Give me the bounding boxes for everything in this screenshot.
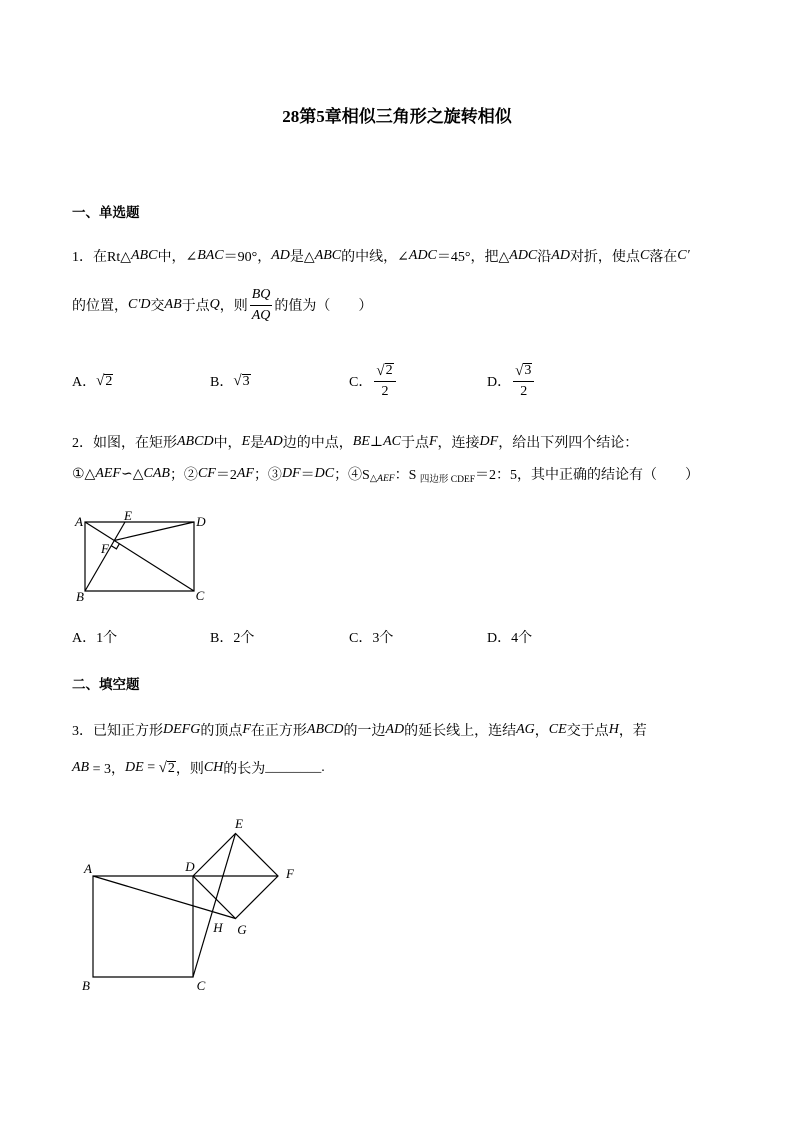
q3-figure-squares	[70, 810, 305, 996]
text-run: 是△	[289, 250, 315, 265]
option-label: C．	[349, 375, 373, 390]
text-run: 1．在Rt△	[72, 250, 131, 265]
q1-line-2	[72, 283, 372, 327]
text-run: ＝2	[215, 468, 237, 483]
math-run: ABC	[314, 248, 342, 263]
text-run: 落在	[649, 250, 678, 265]
math-run: ADC	[408, 248, 437, 263]
math-run: DC	[314, 466, 335, 481]
point-label-g: G	[237, 922, 247, 937]
text-run: 是	[250, 436, 265, 451]
math-run: ADC	[509, 248, 538, 263]
math-run: DEFG	[163, 722, 201, 737]
math-run: AD	[551, 248, 570, 263]
section-heading-single-choice: 一、单选题	[72, 205, 140, 220]
text-run: 沿	[537, 250, 552, 265]
text-run: ＝2：5，其中正确的结论有（ ）	[475, 468, 700, 483]
math-run: DE	[125, 760, 144, 775]
option-label: D．	[487, 375, 512, 390]
point-label-b: B	[82, 978, 90, 993]
math-run: F	[242, 722, 251, 737]
text-run: ：S	[394, 468, 420, 483]
point-label-e: E	[124, 508, 132, 523]
q2-line-1	[72, 432, 638, 452]
text-run: 的位置，	[72, 299, 128, 314]
q2-line-2	[72, 464, 699, 484]
text-run: ；②	[169, 468, 198, 483]
radicand: 3	[242, 373, 250, 389]
point-label-a: A	[75, 514, 83, 529]
radicand: 2	[105, 373, 113, 389]
q1-option-b	[210, 359, 251, 403]
math-run: AD	[264, 434, 283, 449]
math-run: BAC	[197, 248, 224, 263]
q2-option-b	[210, 627, 254, 647]
segment-ac	[85, 522, 194, 591]
area-subscript-cdef: 四边形 CDEF	[419, 475, 476, 485]
math-run: DF	[479, 434, 499, 449]
math-run: AF	[236, 466, 254, 481]
radical-sign: √	[376, 362, 385, 379]
point-label-b: B	[76, 589, 84, 604]
math-run: C	[639, 248, 650, 263]
fraction-numerator	[513, 362, 534, 382]
text-run: ＝90°，	[223, 250, 272, 265]
text-run: ，则	[175, 762, 204, 777]
math-run: BE	[352, 434, 370, 449]
text-run: =	[143, 760, 159, 775]
text-run: 的一边	[343, 724, 386, 739]
text-run: ＝	[300, 468, 315, 483]
text-run: 边的中点，	[282, 436, 353, 451]
text-run: ，若	[618, 724, 647, 739]
math-run: ABCD	[177, 434, 214, 449]
math-run: H	[608, 722, 619, 737]
point-label-f: F	[101, 541, 109, 556]
q1-option-c	[349, 359, 398, 403]
option-label: A．	[72, 375, 97, 390]
segment-df	[114, 522, 194, 541]
fraction-numerator	[374, 362, 395, 382]
q2-figure-rectangle	[70, 505, 215, 607]
page-title: 28第5章相似三角形之旋转相似	[282, 107, 512, 126]
option-text: A．1个	[72, 631, 118, 646]
option-label: B．	[210, 375, 234, 390]
text-run: ＝45°，把△	[436, 250, 510, 265]
option-fraction	[374, 362, 395, 401]
text-run: ∽△	[120, 466, 144, 482]
q1-option-d	[487, 359, 536, 403]
text-run: 的顶点	[200, 724, 243, 739]
option-fraction	[513, 362, 534, 401]
section-heading-fill-in: 二、填空题	[72, 677, 140, 692]
point-label-d: D	[196, 514, 206, 529]
fraction-bq-over-aq	[250, 286, 273, 325]
text-run: 对折，使点	[569, 250, 640, 265]
text-run: = 3，	[89, 762, 126, 777]
point-label-c: C	[196, 978, 206, 993]
text-run: ，给出下列四个结论：	[498, 436, 639, 451]
fraction-denominator: AQ	[251, 307, 271, 323]
text-run: 的长为	[223, 762, 266, 777]
text-run: 于点	[400, 436, 429, 451]
q1-line-1	[72, 246, 690, 266]
text-run: ，	[534, 724, 549, 739]
text-run: 的延长线上，连结	[404, 724, 517, 739]
math-run: ABC	[131, 248, 158, 263]
text-run: 3．已知正方形	[72, 724, 163, 739]
fraction-numerator: BQ	[250, 286, 273, 306]
q2-option-a	[72, 627, 117, 647]
math-run: CE	[548, 722, 567, 737]
text-run: 中，∠	[157, 250, 198, 265]
radical-sign: √	[515, 362, 524, 379]
text-run: 交于点	[566, 724, 609, 739]
option-text: C．3个	[349, 631, 394, 646]
text-run: ，连接	[437, 436, 480, 451]
text-run: 的中线，∠	[341, 250, 409, 265]
fraction-denominator: 2	[381, 383, 389, 399]
q1-option-a	[72, 359, 113, 403]
text-run: ⊥	[369, 434, 384, 450]
option-text: B．2个	[210, 631, 255, 646]
radicand: 2	[385, 363, 393, 378]
point-label-a: A	[84, 861, 92, 876]
radicand: 2	[167, 760, 175, 776]
math-run: Q	[209, 297, 220, 312]
math-run: AD	[385, 722, 405, 737]
text-run: .	[321, 760, 325, 775]
text-run: 中，	[213, 436, 242, 451]
option-text: D．4个	[487, 631, 533, 646]
math-run: AB	[72, 760, 90, 775]
answer-blank: ________	[265, 760, 322, 775]
q2-option-d	[487, 627, 532, 647]
math-run: C′	[677, 248, 690, 263]
text-run: ①△	[72, 466, 96, 482]
q2-option-c	[349, 627, 393, 647]
math-run: AEF	[95, 466, 121, 481]
q3-line-1	[72, 720, 647, 740]
radical-sign: √	[96, 372, 105, 389]
fraction-denominator: 2	[520, 383, 528, 399]
text-run: 在正方形	[250, 724, 307, 739]
math-run: AB	[164, 297, 182, 312]
text-run: 2．如图，在矩形	[72, 436, 177, 451]
radical-sign: √	[158, 759, 167, 776]
math-run: C′D	[128, 297, 151, 312]
area-subscript-aef: △AEF	[369, 473, 395, 484]
text-run: 交	[150, 299, 165, 314]
text-run: ；③	[253, 468, 282, 483]
math-run: ABCD	[306, 722, 344, 737]
point-label-c: C	[195, 588, 205, 603]
math-run: F	[428, 434, 438, 449]
q3-line-2	[72, 758, 325, 778]
radical-sign: √	[233, 372, 242, 389]
point-label-d: D	[185, 859, 195, 874]
math-run: AD	[271, 248, 290, 263]
math-run: CAB	[143, 466, 170, 481]
radicand: 3	[524, 363, 532, 378]
point-label-f: F	[286, 866, 294, 881]
math-run: AC	[383, 434, 401, 449]
math-run: E	[241, 434, 251, 449]
point-label-h: H	[213, 920, 223, 935]
text-run: ；④S	[334, 468, 370, 483]
text-run: ，则	[219, 299, 248, 314]
math-run: CF	[197, 466, 216, 481]
math-run: AG	[516, 722, 535, 737]
text-run: 于点	[181, 299, 210, 314]
segment-be	[85, 522, 125, 591]
point-label-e: E	[235, 816, 243, 831]
text-run: 的值为（ ）	[274, 299, 373, 314]
math-run: CH	[203, 760, 224, 775]
math-run: DF	[281, 466, 301, 481]
